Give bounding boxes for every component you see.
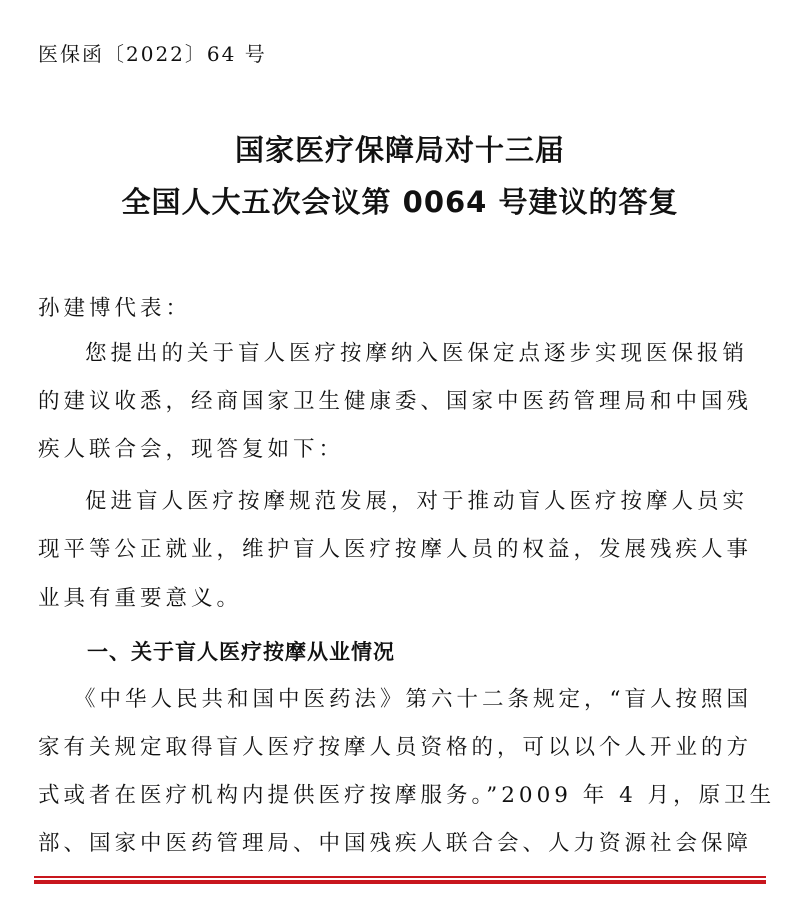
document-number: 医保函〔2022〕64 号	[38, 42, 267, 66]
paragraph-3-line: 部、国家中医药管理局、中国残疾人联合会、人力资源社会保障	[38, 831, 753, 856]
document-title-line-2: 全国人大五次会议第 0064 号建议的答复	[121, 185, 679, 219]
paragraph-3-line: 《中华人民共和国中医药法》第六十二条规定，“盲人按照国	[74, 687, 752, 712]
paragraph-3-line: 式或者在医疗机构内提供医疗按摩服务。”2009 年 4 月，原卫生	[38, 783, 776, 808]
footer-red-rule-thick	[34, 880, 766, 884]
paragraph-2-line: 现平等公正就业，维护盲人医疗按摩人员的权益，发展残疾人事	[38, 537, 753, 562]
document-title-line-1: 国家医疗保障局对十三届	[234, 133, 565, 167]
footer-red-rule-thin	[34, 876, 766, 878]
paragraph-1-line: 您提出的关于盲人医疗按摩纳入医保定点逐步实现医保报销	[85, 341, 749, 366]
paragraph-1-line: 疾人联合会，现答复如下：	[38, 437, 345, 462]
paragraph-3-line: 家有关规定取得盲人医疗按摩人员资格的，可以以个人开业的方	[38, 735, 753, 760]
salutation: 孙建博代表：	[38, 296, 192, 321]
paragraph-2-line: 业具有重要意义。	[38, 586, 243, 611]
paragraph-2-line: 促进盲人医疗按摩规范发展，对于推动盲人医疗按摩人员实	[85, 489, 749, 514]
section-heading: 一、关于盲人医疗按摩从业情况	[87, 640, 395, 664]
paragraph-1-line: 的建议收悉，经商国家卫生健康委、国家中医药管理局和中国残	[38, 389, 753, 414]
